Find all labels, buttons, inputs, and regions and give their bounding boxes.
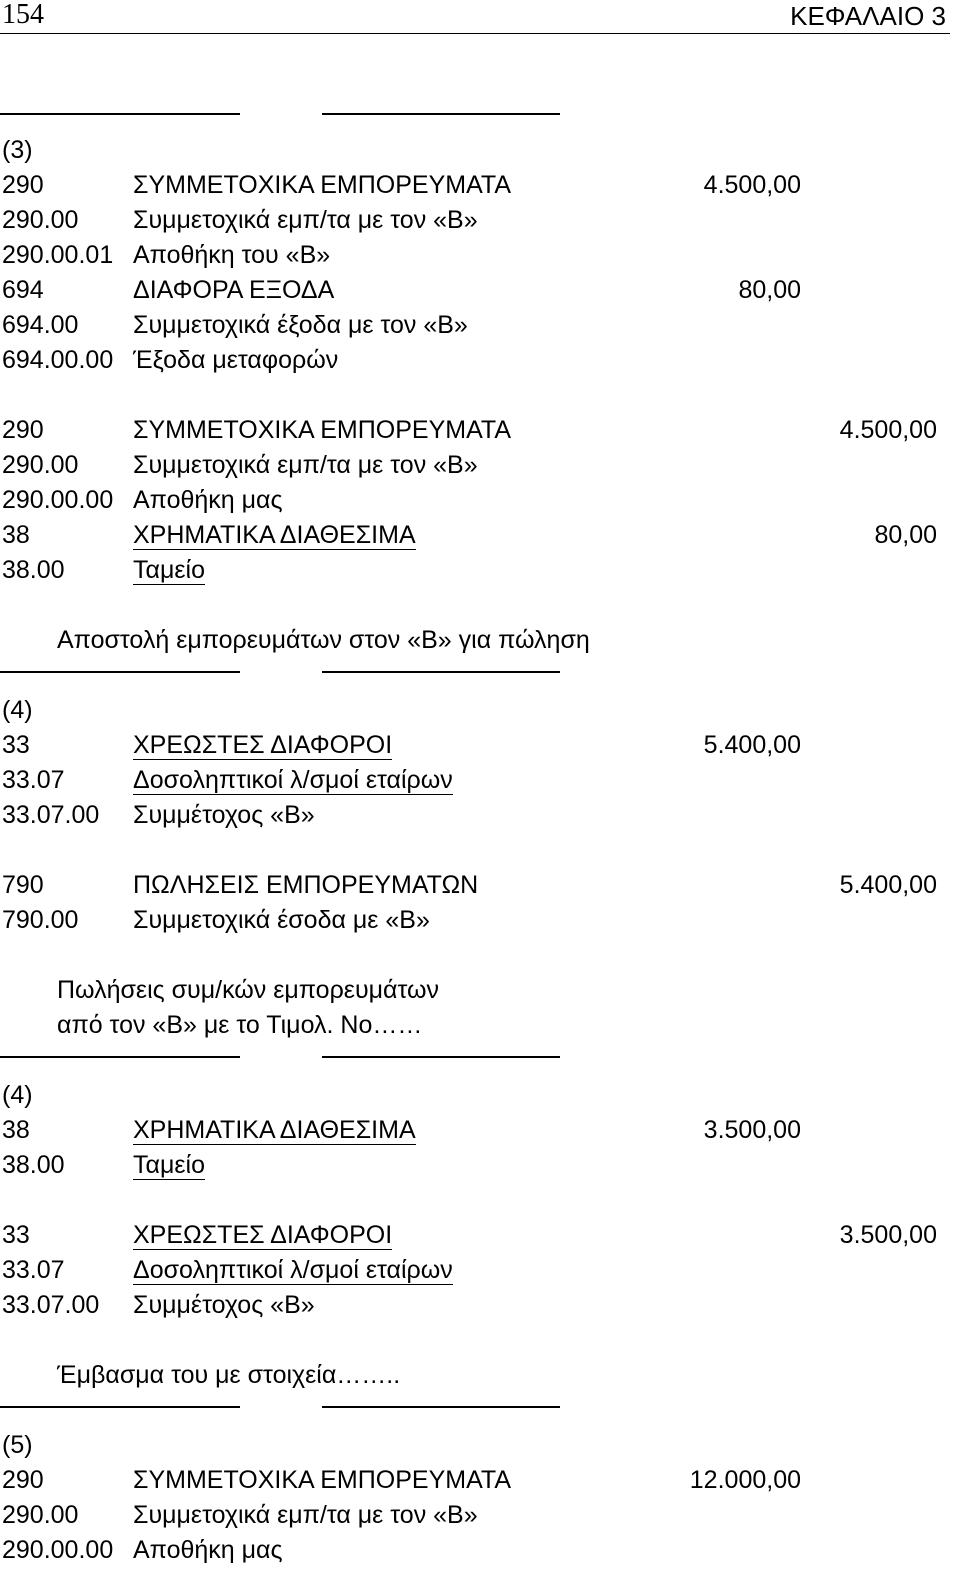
journal-line <box>0 204 960 236</box>
journal-line <box>0 344 960 376</box>
journal-line <box>0 414 960 446</box>
journal-line <box>0 869 960 901</box>
entry-number-row <box>0 694 960 726</box>
journal-line <box>0 764 960 796</box>
account-code: 33.07 <box>2 766 65 794</box>
account-code: 38 <box>2 1116 30 1144</box>
journal-line <box>0 1499 960 1531</box>
account-code: 290.00.00 <box>2 1536 114 1564</box>
account-code: 694 <box>2 276 44 304</box>
account-code: 290.00.01 <box>2 241 114 269</box>
account-code: 290.00 <box>2 451 79 479</box>
separator-rule-left <box>0 671 240 673</box>
journal-line <box>0 274 960 306</box>
credit-amount: 3.500,00 <box>839 1221 937 1249</box>
entry-description-row <box>0 1359 960 1391</box>
account-code: 290 <box>2 171 44 199</box>
header-rule <box>0 33 950 34</box>
entry-description: Πωλήσεις συμ/κών εμπορευμάτων <box>57 976 440 1004</box>
entry-number: (4) <box>2 696 33 724</box>
debit-amount: 80,00 <box>738 276 801 304</box>
separator-rule-right <box>322 1406 560 1408</box>
journal-line <box>0 309 960 341</box>
account-name: Αποθήκη μας <box>133 486 283 514</box>
account-name: Συμμετοχικά έξοδα με τον «Β» <box>133 311 468 339</box>
account-name: ΧΡΕΩΣΤΕΣ ΔΙΑΦΟΡΟΙ <box>133 731 393 759</box>
account-code: 38.00 <box>2 556 65 584</box>
entry-number-row <box>0 1079 960 1111</box>
journal-line <box>0 1464 960 1496</box>
account-name: Δοσοληπτικοί λ/σμοί εταίρων <box>133 766 453 794</box>
journal-line <box>0 1149 960 1181</box>
account-name: ΣΥΜΜΕΤΟΧΙΚΑ ΕΜΠΟΡΕΥΜΑΤΑ <box>133 171 512 199</box>
account-name: Δοσοληπτικοί λ/σμοί εταίρων <box>133 1256 453 1284</box>
credit-amount: 4.500,00 <box>839 416 937 444</box>
entry-description-row <box>0 624 960 656</box>
entry-description-row <box>0 974 960 1006</box>
account-code: 33.07 <box>2 1256 65 1284</box>
account-name: Συμμετοχικά εμπ/τα με τον «Β» <box>133 1501 478 1529</box>
entry-number: (3) <box>2 136 33 164</box>
entry-description: από τον «Β» με το Τιμολ. Νο…… <box>57 1011 423 1039</box>
journal-line <box>0 554 960 586</box>
account-code: 790 <box>2 871 44 899</box>
account-name: ΣΥΜΜΕΤΟΧΙΚΑ ΕΜΠΟΡΕΥΜΑΤΑ <box>133 416 512 444</box>
account-code: 290.00 <box>2 206 79 234</box>
account-name: ΣΥΜΜΕΤΟΧΙΚΑ ΕΜΠΟΡΕΥΜΑΤΑ <box>133 1466 512 1494</box>
account-name: ΧΡΗΜΑΤΙΚΑ ΔΙΑΘΕΣΙΜΑ <box>133 1116 416 1144</box>
account-code: 38.00 <box>2 1151 65 1179</box>
account-name: Συμμετοχικά εμπ/τα με τον «Β» <box>133 451 478 479</box>
account-code: 694.00.00 <box>2 346 114 374</box>
separator-rule-right <box>322 113 560 115</box>
debit-amount: 3.500,00 <box>703 1116 801 1144</box>
separator-rule-left <box>0 1406 240 1408</box>
journal-line <box>0 799 960 831</box>
account-code: 38 <box>2 521 30 549</box>
account-code: 290.00 <box>2 1501 79 1529</box>
chapter-title: ΚΕΦΑΛΑΙΟ 3 <box>790 1 946 31</box>
account-name: Συμμέτοχος «Β» <box>133 1291 315 1319</box>
entry-number-row <box>0 1429 960 1461</box>
entry-number: (5) <box>2 1431 33 1459</box>
journal-line <box>0 169 960 201</box>
account-code: 290.00.00 <box>2 486 114 514</box>
credit-amount: 5.400,00 <box>839 871 937 899</box>
account-name: Συμμετοχικά εμπ/τα με τον «Β» <box>133 206 478 234</box>
account-name: Αποθήκη μας <box>133 1536 283 1564</box>
entry-number: (4) <box>2 1081 33 1109</box>
account-name: Αποθήκη του «Β» <box>133 241 331 269</box>
separator-rule-left <box>0 113 240 115</box>
journal-line <box>0 1534 960 1566</box>
journal-line <box>0 1254 960 1286</box>
debit-amount: 12.000,00 <box>689 1466 801 1494</box>
account-name: Ταμείο <box>133 1151 205 1179</box>
account-name: ΔΙΑΦΟΡΑ ΕΞΟΔΑ <box>133 276 335 304</box>
page-number: 154 <box>2 0 44 30</box>
separator-rule-right <box>322 671 560 673</box>
journal-line <box>0 1289 960 1321</box>
account-name: ΠΩΛΗΣΕΙΣ ΕΜΠΟΡΕΥΜΑΤΩΝ <box>133 871 479 899</box>
journal-line <box>0 1114 960 1146</box>
journal-line <box>0 239 960 271</box>
journal-line <box>0 904 960 936</box>
account-code: 33.07.00 <box>2 1291 100 1319</box>
account-code: 694.00 <box>2 311 79 339</box>
journal-line <box>0 484 960 516</box>
journal-line <box>0 1219 960 1251</box>
entry-description-row <box>0 1009 960 1041</box>
journal-line <box>0 519 960 551</box>
account-code: 33 <box>2 1221 30 1249</box>
account-name: ΧΡΕΩΣΤΕΣ ΔΙΑΦΟΡΟΙ <box>133 1221 393 1249</box>
account-code: 33 <box>2 731 30 759</box>
entry-number-row <box>0 134 960 166</box>
account-name: ΧΡΗΜΑΤΙΚΑ ΔΙΑΘΕΣΙΜΑ <box>133 521 416 549</box>
entry-description: Έμβασμα του με στοιχεία…….. <box>57 1361 401 1389</box>
account-code: 33.07.00 <box>2 801 100 829</box>
account-code: 290 <box>2 1466 44 1494</box>
account-code: 790.00 <box>2 906 79 934</box>
account-code: 290 <box>2 416 44 444</box>
journal-line <box>0 729 960 761</box>
debit-amount: 5.400,00 <box>703 731 801 759</box>
journal-line <box>0 449 960 481</box>
credit-amount: 80,00 <box>874 521 937 549</box>
debit-amount: 4.500,00 <box>703 171 801 199</box>
page-header <box>0 0 960 34</box>
entry-description: Αποστολή εμπορευμάτων στον «Β» για πώληση <box>57 626 590 654</box>
account-name: Ταμείο <box>133 556 205 584</box>
account-name: Συμμέτοχος «Β» <box>133 801 315 829</box>
account-name: Συμμετοχικά έσοδα με «Β» <box>133 906 430 934</box>
separator-rule-left <box>0 1056 240 1058</box>
separator-rule-right <box>322 1056 560 1058</box>
account-name: Έξοδα μεταφορών <box>133 346 339 374</box>
